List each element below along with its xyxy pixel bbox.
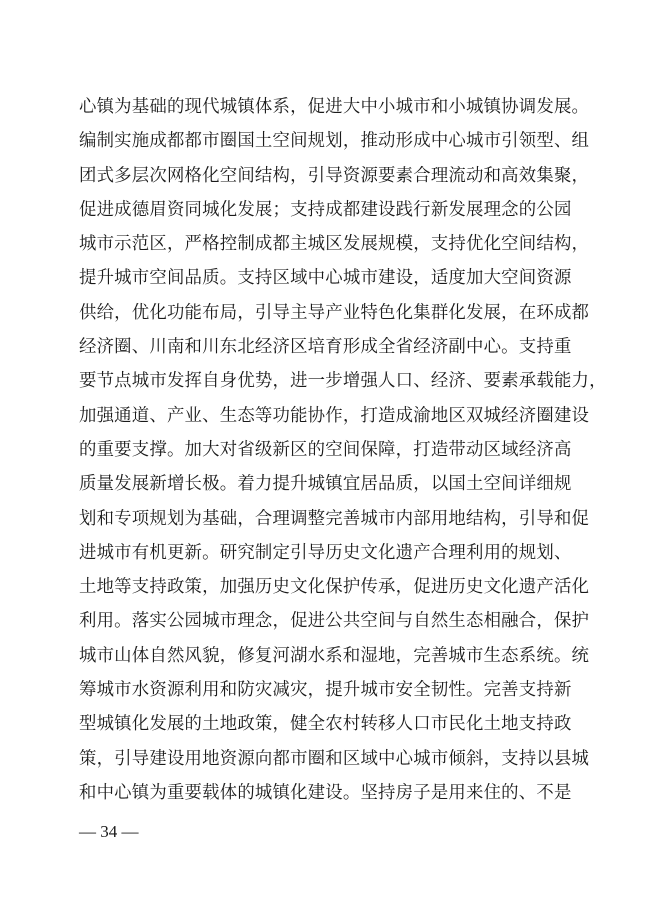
- text-line: 质量发展新增长极。着力提升城镇宜居品质，以国土空间详细规: [79, 474, 572, 495]
- text-line: 型城镇化发展的土地政策，健全农村转移人口市民化土地支持政: [79, 714, 572, 735]
- body-paragraph: [79, 90, 607, 810]
- text-line: 提升城市空间品质。支持区域中心城市建设，适度加大空间资源: [79, 268, 572, 289]
- text-line: 进城市有机更新。研究制定引导历史文化遗产合理利用的规划、: [79, 542, 572, 563]
- text-line: 城市山体自然风貌，修复河湖水系和湿地，完善城市生态系统。统: [79, 645, 590, 666]
- text-line: 要节点城市发挥自身优势，进一步增强人口、经济、要素承载能力，: [79, 371, 607, 392]
- text-line: 编制实施成都都市圈国土空间规划，推动形成中心城市引领型、组: [79, 131, 590, 152]
- text-line: 加强通道、产业、生态等功能协作，打造成渝地区双城经济圈建设: [79, 405, 590, 426]
- text-line: 经济圈、川南和川东北经济区培育形成全省经济副中心。支持重: [79, 337, 572, 358]
- text-line: 策，引导建设用地资源向都市圈和区域中心城市倾斜，支持以县城: [79, 748, 590, 769]
- text-line: 的重要支撑。加大对省级新区的空间保障，打造带动区域经济高: [79, 439, 572, 460]
- text-line: 团式多层次网格化空间结构，引导资源要素合理流动和高效集聚，: [79, 165, 590, 186]
- text-line: 促进成德眉资同城化发展；支持成都建设践行新发展理念的公园: [79, 199, 572, 220]
- text-line: 供给，优化功能布局，引导主导产业特色化集群化发展，在环成都: [79, 302, 590, 323]
- text-line: 利用。落实公园城市理念，促进公共空间与自然生态相融合，保护: [79, 611, 590, 632]
- text-line: 城市示范区，严格控制成都主城区发展规模，支持优化空间结构，: [79, 234, 590, 255]
- text-line: 划和专项规划为基础，合理调整完善城市内部用地结构，引导和促: [79, 508, 590, 529]
- text-line: 心镇为基础的现代城镇体系，促进大中小城市和小城镇协调发展。: [79, 97, 590, 117]
- text-line: 土地等支持政策，加强历史文化保护传承，促进历史文化遗产活化: [79, 577, 590, 598]
- page-number: — 34 —: [79, 822, 139, 841]
- text-line: 和中心镇为重要载体的城镇化建设。坚持房子是用来住的、不是: [79, 782, 572, 803]
- text-line: 筹城市水资源利用和防灾减灾，提升城市安全韧性。完善支持新: [79, 680, 572, 701]
